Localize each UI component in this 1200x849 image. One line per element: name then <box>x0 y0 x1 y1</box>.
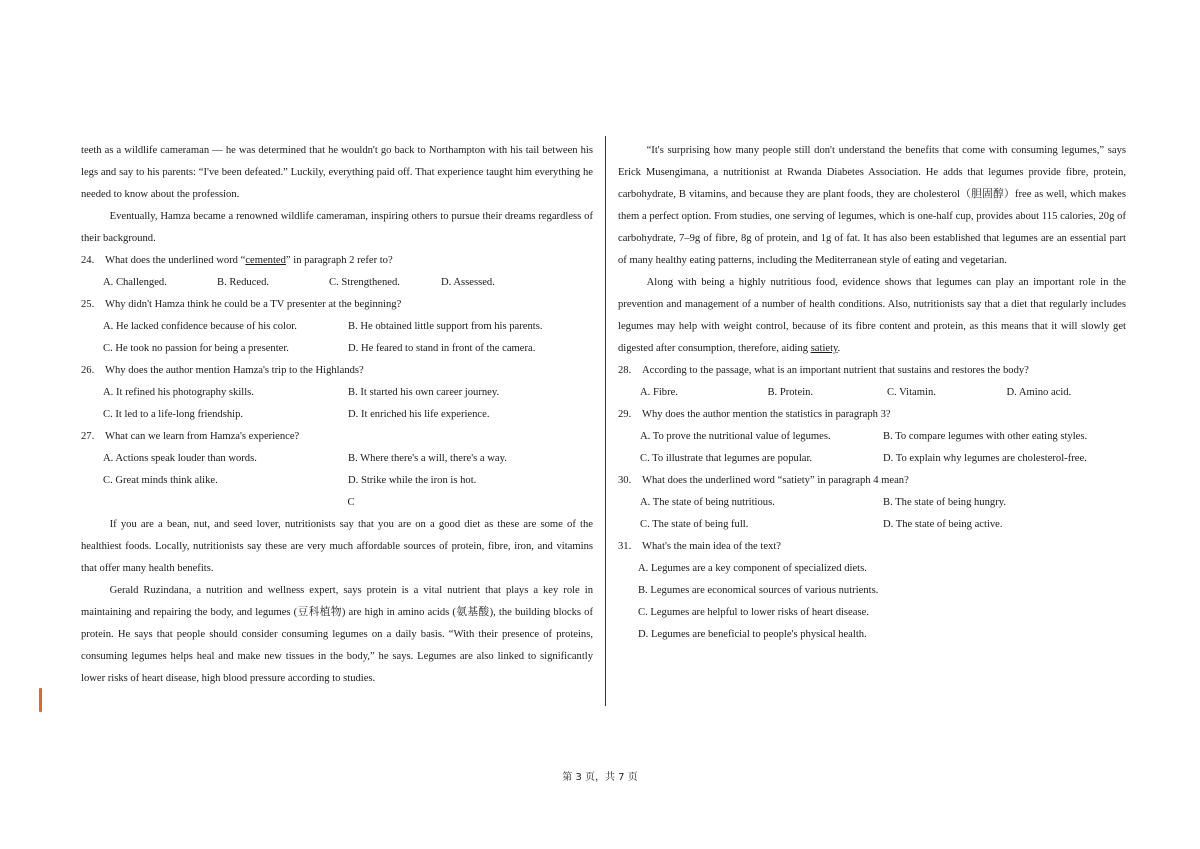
question-stem: What's the main idea of the text? <box>642 541 781 552</box>
question-25-options-row <box>81 338 593 360</box>
option: B. Where there's a will, there's a way. <box>348 453 507 464</box>
option: B. Protein. <box>767 387 814 398</box>
question-29 <box>618 404 1126 426</box>
margin-mark <box>39 688 42 712</box>
option: A. To prove the nutritional value of legumes. <box>640 431 831 442</box>
option: A. Fibre. <box>640 387 678 398</box>
paragraph-text: Along with being a highly nutritious food, evidence shows that legumes can play an important role in the prevention and management of a number of health conditions. Also, nutritionists say that a diet that regularly includes legumes may help with weight control, because of its fibre content and protein, as this means that it will slowly get digested after consumption, therefore, aiding <box>618 277 1126 354</box>
question-26-options-row <box>81 404 593 426</box>
passage-c-paragraph: If you are a bean, nut, and seed lover, nutritionists say that you are on a good diet as these are some of the healthiest foods. Locally, nutritionists say these are very much affordable sources of protein, fibre, iron, and vitamins that offer many health benefits. <box>81 519 593 574</box>
question-25 <box>81 294 593 316</box>
option: C. It led to a life-long friendship. <box>103 409 244 420</box>
question-stem: What does the underlined word “satiety” in paragraph 4 mean? <box>642 475 909 486</box>
option: B. To compare legumes with other eating styles. <box>883 431 1088 442</box>
question-number: 27. <box>81 431 95 442</box>
option: D. To explain why legumes are cholesterol-free. <box>883 453 1087 464</box>
option: D. He feared to stand in front of the camera. <box>348 343 536 354</box>
question-underlined-word: cemented <box>245 255 286 266</box>
passage-b-paragraph: Eventually, Hamza became a renowned wildlife cameraman, inspiring others to pursue their dreams regardless of their background. <box>81 211 593 244</box>
passage-c-paragraph-4 <box>618 272 1126 360</box>
question-25-options-row <box>81 316 593 338</box>
option: A. It refined his photography skills. <box>103 387 254 398</box>
option: C. Strengthened. <box>329 277 400 288</box>
option: D. Legumes are beneficial to people's physical health. <box>638 629 867 640</box>
question-30-options-row <box>618 492 1126 514</box>
question-stem: ” in paragraph 2 refer to? <box>285 255 393 266</box>
question-stem: What can we learn from Hamza's experience? <box>105 431 300 442</box>
option: C. He took no passion for being a presenter. <box>103 343 289 354</box>
option: B. Legumes are economical sources of various nutrients. <box>638 585 879 596</box>
question-24 <box>81 250 593 272</box>
option: D. Strike while the iron is hot. <box>348 475 477 486</box>
option: B. It started his own career journey. <box>348 387 500 398</box>
question-31 <box>618 536 1126 558</box>
question-28-options <box>618 382 1126 404</box>
question-29-options-row <box>618 426 1126 448</box>
section-label: C <box>347 497 355 508</box>
option: A. The state of being nutritious. <box>640 497 775 508</box>
option: A. Actions speak louder than words. <box>103 453 257 464</box>
question-27-options-row <box>81 448 593 470</box>
question-number: 31. <box>618 541 632 552</box>
option: C. Great minds think alike. <box>103 475 218 486</box>
question-stem: What does the underlined word “ <box>105 255 246 266</box>
question-27 <box>81 426 593 448</box>
option: D. It enriched his life experience. <box>348 409 490 420</box>
question-number: 26. <box>81 365 95 376</box>
passage-b-paragraph: teeth as a wildlife cameraman — he was determined that he wouldn't go back to Northampton with his tail between his legs and say to his parents: “I've been defeated.” Luckily, everything paid off. That experience taught him everything he needed to know about the profession. <box>81 145 593 200</box>
question-number: 28. <box>618 365 632 376</box>
underlined-word: satiety <box>810 343 838 354</box>
question-stem: According to the passage, what is an important nutrient that sustains and restores the body? <box>642 365 1029 376</box>
question-30 <box>618 470 1126 492</box>
right-column <box>618 140 1126 646</box>
paragraph-text: . <box>837 343 841 354</box>
option: C. The state of being full. <box>640 519 749 530</box>
page-footer: 第 3 页，共 7 页 <box>562 772 638 783</box>
question-stem: Why didn't Hamza think he could be a TV presenter at the beginning? <box>105 299 402 310</box>
option: B. Reduced. <box>217 277 270 288</box>
option: A. Legumes are a key component of specialized diets. <box>638 563 867 574</box>
option: D. Assessed. <box>441 277 495 288</box>
question-24-options <box>81 272 593 294</box>
question-number: 30. <box>618 475 632 486</box>
question-stem: Why does the author mention the statistics in paragraph 3? <box>642 409 891 420</box>
question-26-options-row <box>81 382 593 404</box>
left-column <box>81 140 593 690</box>
question-28 <box>618 360 1126 382</box>
option: C. Vitamin. <box>886 387 936 398</box>
option: D. Amino acid. <box>1006 387 1072 398</box>
option: D. The state of being active. <box>883 519 1003 530</box>
column-divider <box>605 136 606 706</box>
option: A. Challenged. <box>103 277 167 288</box>
option: B. The state of being hungry. <box>883 497 1006 508</box>
option: C. Legumes are helpful to lower risks of heart disease. <box>638 607 869 618</box>
option: A. He lacked confidence because of his color. <box>103 321 297 332</box>
question-26 <box>81 360 593 382</box>
question-number: 25. <box>81 299 95 310</box>
passage-c-paragraph-3: “It's surprising how many people still don't understand the benefits that come with consuming legumes,” says Erick Musengimana, a nutritionist at Rwanda Diabetes Association. He adds that legumes provide fibre, protein, carbohydrate, B vitamins, and because they are plant foods, they are cholesterol（胆固醇）free as well, which makes them a perfect option. From studies, one serving of legumes, which is one-half cup, provides about 115 calories, 20g of carbohydrate, 7–9g of fibre, 8g of protein, and 1g of fat. It has also been established that legumes are an essential part of many healthy eating patterns, including the Mediterranean style of eating and vegetarian. <box>618 145 1126 266</box>
question-stem: Why does the author mention Hamza's trip to the Highlands? <box>105 365 364 376</box>
option: B. He obtained little support from his parents. <box>348 321 543 332</box>
question-29-options-row <box>618 448 1126 470</box>
question-30-options-row <box>618 514 1126 536</box>
question-number: 24. <box>81 255 95 266</box>
option: C. To illustrate that legumes are popular. <box>640 453 813 464</box>
question-27-options-row <box>81 470 593 492</box>
passage-c-paragraph: Gerald Ruzindana, a nutrition and wellness expert, says protein is a vital nutrient that plays a key role in maintaining and repairing the body, and legumes (豆科植物) are high in amino acids (氨基酸), the building blocks of protein. He says that people should consider consuming legumes on a daily basis. “With their presence of proteins, consuming legumes helps heal and make new tissues in the body,” he says. Legumes are also linked to significantly lower risks of heart disease, high blood pressure according to studies. <box>81 585 593 684</box>
question-number: 29. <box>618 409 632 420</box>
